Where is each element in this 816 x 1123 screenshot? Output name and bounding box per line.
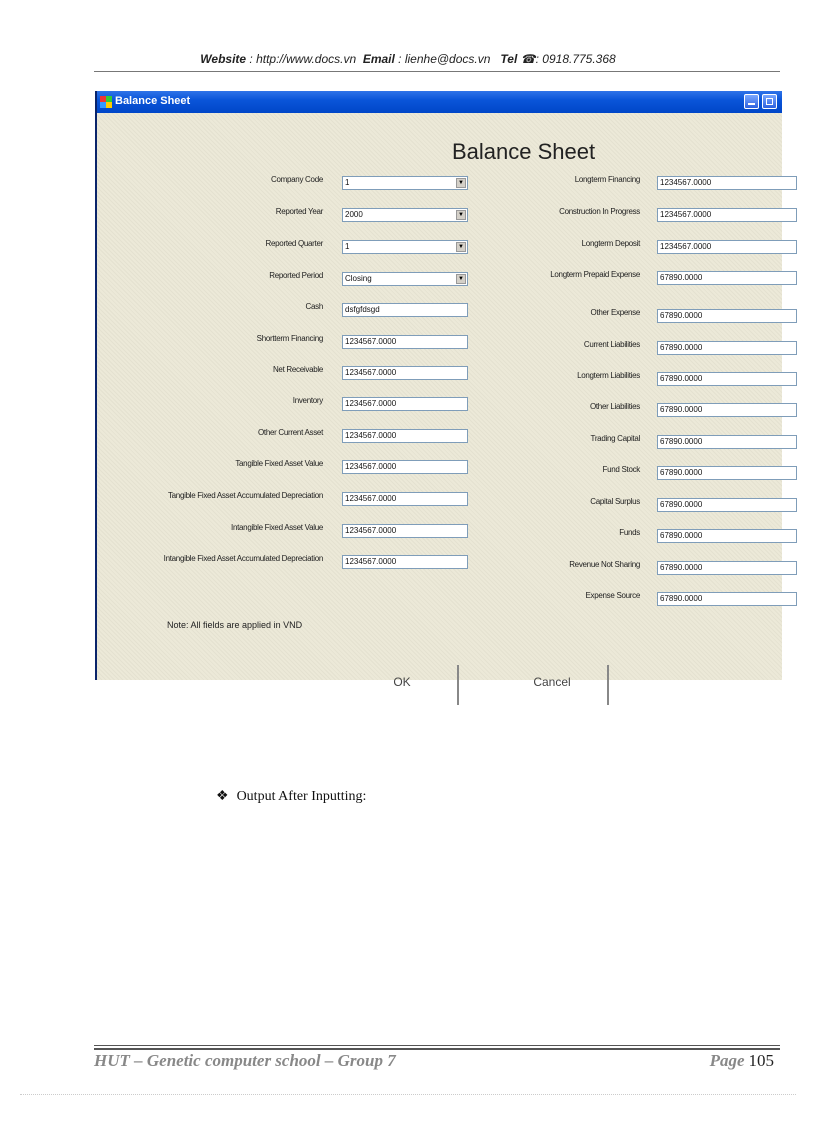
- text-input[interactable]: [657, 498, 797, 512]
- text-input[interactable]: [342, 524, 468, 538]
- chevron-down-icon[interactable]: ▼: [456, 274, 466, 284]
- field-value: 67890.0000: [660, 374, 703, 383]
- right-field-label: Longterm Financing: [574, 175, 640, 184]
- right-field-label: Longterm Liabilities: [577, 371, 640, 380]
- right-field-label: Longterm Prepaid Expense: [550, 270, 640, 279]
- text-input[interactable]: [342, 397, 468, 411]
- text-input[interactable]: [342, 460, 468, 474]
- vnd-note: Note: All fields are applied in VND: [167, 620, 303, 630]
- right-field-label: Expense Source: [585, 591, 640, 600]
- website-value: : http://www.docs.vn: [249, 52, 357, 66]
- app-icon: [100, 96, 112, 108]
- left-field-label: Company Code: [271, 175, 323, 184]
- field-value: 1234567.0000: [345, 337, 397, 346]
- right-field-label: Longterm Deposit: [581, 239, 640, 248]
- maximize-button[interactable]: [762, 94, 777, 109]
- phone-icon: ☎: [520, 52, 536, 66]
- ok-button[interactable]: OK: [347, 665, 459, 705]
- field-value: 1: [345, 242, 350, 251]
- right-field-label: Funds: [619, 528, 640, 537]
- text-input[interactable]: [657, 592, 797, 606]
- field-value: dsfgfdsgd: [345, 305, 380, 314]
- form-title: Balance Sheet: [452, 139, 596, 164]
- text-input[interactable]: [657, 309, 797, 323]
- field-value: 67890.0000: [660, 500, 703, 509]
- field-value: 1234567.0000: [345, 462, 397, 471]
- field-value: 1234567.0000: [345, 368, 397, 377]
- left-field-label: Reported Quarter: [265, 239, 323, 248]
- tel-label: Tel: [500, 52, 518, 66]
- field-value: 67890.0000: [660, 343, 703, 352]
- field-value: 1234567.0000: [345, 494, 397, 503]
- field-value: 1234567.0000: [345, 557, 397, 566]
- bottom-dotted-line: [20, 1094, 796, 1095]
- footer-divider: [94, 1045, 780, 1046]
- left-field-label: Tangible Fixed Asset Value: [235, 459, 323, 468]
- field-value: 1234567.0000: [345, 526, 397, 535]
- tel-value: : 0918.775.368: [535, 52, 616, 66]
- right-field-label: Capital Surplus: [590, 497, 640, 506]
- text-input[interactable]: [657, 208, 797, 222]
- output-bullet: [216, 788, 366, 805]
- form-client-area: [97, 113, 782, 689]
- combo-box[interactable]: [342, 272, 468, 286]
- text-input[interactable]: [342, 335, 468, 349]
- email-label: Email: [362, 52, 395, 66]
- text-input[interactable]: [657, 529, 797, 543]
- right-field-label: Current Liabilities: [583, 340, 640, 349]
- left-field-label: Reported Period: [269, 271, 323, 280]
- footer-page: [710, 1051, 774, 1071]
- right-field-label: Revenue Not Sharing: [569, 560, 640, 569]
- field-value: 67890.0000: [660, 563, 703, 572]
- bullet-text: Output After Inputting:: [236, 789, 367, 804]
- combo-box[interactable]: [342, 208, 468, 222]
- page-number: 105: [748, 1051, 774, 1070]
- field-value: Closing: [345, 274, 372, 283]
- right-field-label: Other Expense: [590, 308, 640, 317]
- footer-school: HUT – Genetic computer school – Group 7: [94, 1051, 396, 1070]
- left-field-label: Shortterm Financing: [256, 334, 323, 343]
- footer-divider-thick: [94, 1048, 780, 1050]
- field-value: 1234567.0000: [660, 242, 712, 251]
- website-label: Website: [200, 52, 247, 66]
- page-label: Page: [709, 1051, 745, 1070]
- field-value: 1234567.0000: [345, 431, 397, 440]
- text-input[interactable]: [657, 341, 797, 355]
- header-divider: [94, 71, 780, 72]
- left-field-label: Net Receivable: [272, 365, 323, 374]
- left-field-label: Cash: [305, 302, 323, 311]
- field-value: 67890.0000: [660, 468, 703, 477]
- right-field-label: Trading Capital: [590, 434, 640, 443]
- left-field-label: Inventory: [292, 396, 323, 405]
- field-value: 67890.0000: [660, 311, 703, 320]
- cancel-button[interactable]: Cancel: [497, 665, 609, 705]
- field-value: 67890.0000: [660, 594, 703, 603]
- text-input[interactable]: [657, 466, 797, 480]
- page-header: [0, 52, 816, 66]
- chevron-down-icon[interactable]: ▼: [456, 210, 466, 220]
- chevron-down-icon[interactable]: ▼: [456, 178, 466, 188]
- left-field-label: Tangible Fixed Asset Accumulated Depreciation: [167, 491, 323, 500]
- text-input[interactable]: [342, 429, 468, 443]
- field-value: 67890.0000: [660, 405, 703, 414]
- field-value: 1: [345, 178, 350, 187]
- minimize-button[interactable]: [744, 94, 759, 109]
- field-value: 67890.0000: [660, 531, 703, 540]
- text-input[interactable]: [657, 561, 797, 575]
- email-value: : lienhe@docs.vn: [398, 52, 491, 66]
- balance-sheet-window: [95, 91, 782, 689]
- window-title: Balance Sheet: [115, 95, 191, 107]
- text-input[interactable]: [657, 271, 797, 285]
- field-value: 1234567.0000: [660, 178, 712, 187]
- left-field-label: Intangible Fixed Asset Value: [231, 523, 323, 532]
- combo-box[interactable]: [342, 176, 468, 190]
- left-field-label: Intangible Fixed Asset Accumulated Depreciation: [163, 554, 323, 563]
- field-value: 1234567.0000: [345, 399, 397, 408]
- left-field-label: Other Current Asset: [258, 428, 323, 437]
- text-input[interactable]: [657, 403, 797, 417]
- right-field-label: Construction In Progress: [559, 207, 640, 216]
- field-value: 67890.0000: [660, 273, 703, 282]
- text-input[interactable]: [342, 303, 468, 317]
- text-input[interactable]: [342, 492, 468, 506]
- diamond-bullet-icon: ❖: [216, 789, 229, 804]
- left-field-label: Reported Year: [275, 207, 323, 216]
- text-input[interactable]: [657, 240, 797, 254]
- text-input[interactable]: [657, 435, 797, 449]
- text-input[interactable]: [657, 372, 797, 386]
- combo-box[interactable]: [342, 240, 468, 254]
- field-value: 67890.0000: [660, 437, 703, 446]
- right-field-label: Other Liabilities: [589, 402, 640, 411]
- field-value: 1234567.0000: [660, 210, 712, 219]
- field-value: 2000: [345, 210, 363, 219]
- right-field-label: Fund Stock: [602, 465, 640, 474]
- window-titlebar[interactable]: [97, 91, 782, 113]
- text-input[interactable]: [657, 176, 797, 190]
- text-input[interactable]: [342, 366, 468, 380]
- chevron-down-icon[interactable]: ▼: [456, 242, 466, 252]
- text-input[interactable]: [342, 555, 468, 569]
